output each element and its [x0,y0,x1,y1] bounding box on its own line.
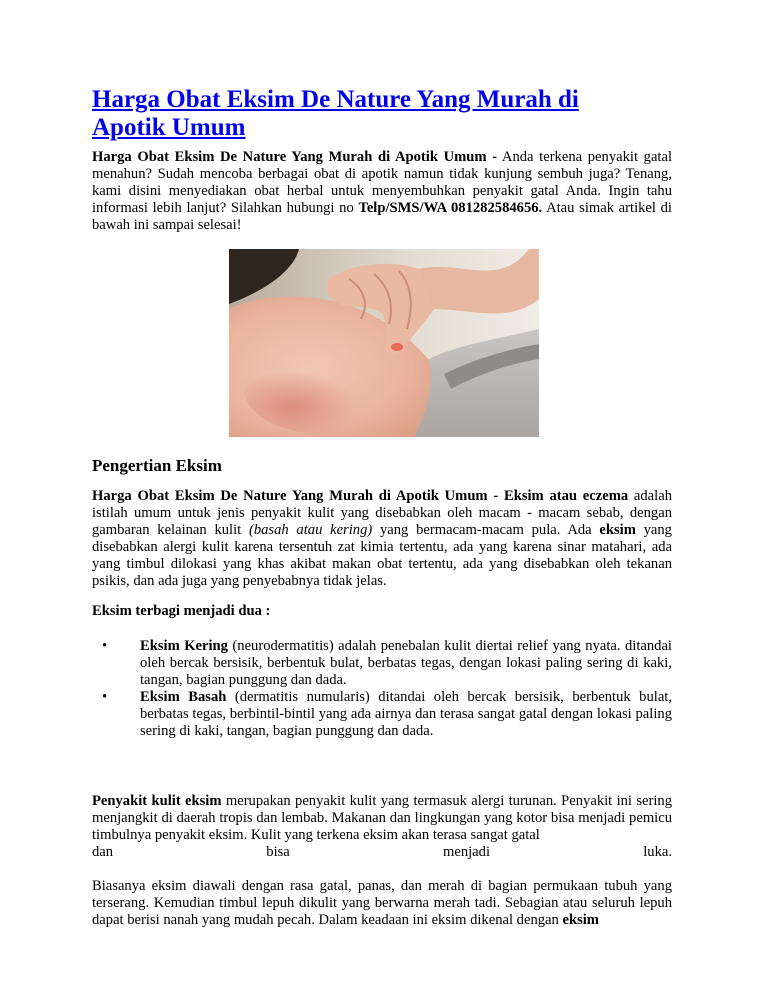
allergy-body [92,793,672,844]
word: dan [92,844,114,860]
type-name: Eksim Kering [140,638,228,654]
section-heading-pengertian: Pengertian Eksim [92,456,222,475]
eczema-types-list [92,638,672,740]
definition-text-1: adalah istilah umum untuk jenis penyakit kulit yang disebabkan oleh macam - macam sebab, dengan gambaran kelainan kulit [92,488,672,538]
bullet-icon: • [102,689,108,705]
definition-bold-eksim: eksim [599,522,636,538]
allergy-text: merupakan penyakit kulit yang termasuk alergi turunan. Penyakit ini sering menjangkit di daerah tropis dan lembab. Makanan dan lingkungan yang kotor bisa menjadi pemicu timbulnya penyakit eksim. Kulit yang terkena eksim akan terasa sangat gatal [92,793,672,843]
symptoms-paragraph [92,878,672,929]
type-desc: (dermatitis numularis) ditandai oleh bercak bersisik, berbentuk bulat, berbatas tegas, berbintil-bintil yang ada airnya dan terasa sangat gatal dengan lokasi paling sering di kaki, tangan, bagian punggung dan dada. [140,689,672,739]
definition-text-3: yang disebabkan alergi kulit karena tersentuh zat kimia tertentu, ada yang karena sinar matahari, ada yang timbul dilokasi yang khas akibat makan obat tertentu, ada yang disebabkan oleh tekanan psikis, dan ada juga yang penyebabnya tidak jelas. [92,522,672,589]
definition-paragraph [92,488,672,590]
intro-lead: Harga Obat Eksim De Nature Yang Murah di Apotik Umum - [92,149,498,165]
intro-text-1: Anda terkena penyakit gatal menahun? Sudah mencoba berbagai obat di apotik namun tidak kunjung sembuh juga? Tenang, kami disini menyediakan obat herbal untuk menyembuhkan penyakit gatal Anda. Ingin tahu informasi lebih lanjut? Silahkan hubungi no [92,149,673,216]
intro-paragraph [92,149,672,234]
intro-contact: Telp/SMS/WA 081282584656. [358,200,543,216]
allergy-lead: Penyakit kulit eksim [92,793,222,809]
type-name: Eksim Basah [140,689,227,705]
word: menjadi [443,844,491,860]
definition-text-2: yang bermacam-macam pula. Ada [372,522,600,538]
article-title-link[interactable]: Harga Obat Eksim De Nature Yang Murah di Apotik Umum [92,86,579,141]
photo-illustration [229,249,539,437]
list-item-eksim-basah [92,689,672,740]
skin-scratch-photo [229,249,539,437]
definition-lead: Harga Obat Eksim De Nature Yang Murah di Apotik Umum - Eksim atau eczema [92,488,629,504]
allergy-last-line [92,844,672,861]
allergy-paragraph [92,793,672,861]
word: luka. [643,844,672,860]
bullet-icon: • [102,638,108,654]
symptoms-bold: eksim [562,912,599,928]
intro-text-2: Atau simak artikel di bawah ini sampai selesai! [92,200,672,233]
symptoms-text: Biasanya eksim diawali dengan rasa gatal, panas, dan merah di bagian permukaan tubuh yang terserang. Kemudian timbul lepuh dikulit yang berwarna merah tadi. Sebagian atau seluruh lepuh dapat berisi nanah yang mudah pecah. Dalam keadaan ini eksim dikenal dengan [92,878,672,928]
definition-italic: (basah atau kering) [248,522,373,538]
type-desc: (neurodermatitis) adalah penebalan kulit diertai relief yang nyata. ditandai oleh bercak bersisik, berbentuk bulat, berbatas tegas, dengan lokasi paling sering di kaki, tangan, bagian punggung dan dada. [140,638,672,688]
word: bisa [266,844,290,860]
types-heading: Eksim terbagi menjadi dua : [92,603,271,619]
list-item-eksim-kering [92,638,672,689]
